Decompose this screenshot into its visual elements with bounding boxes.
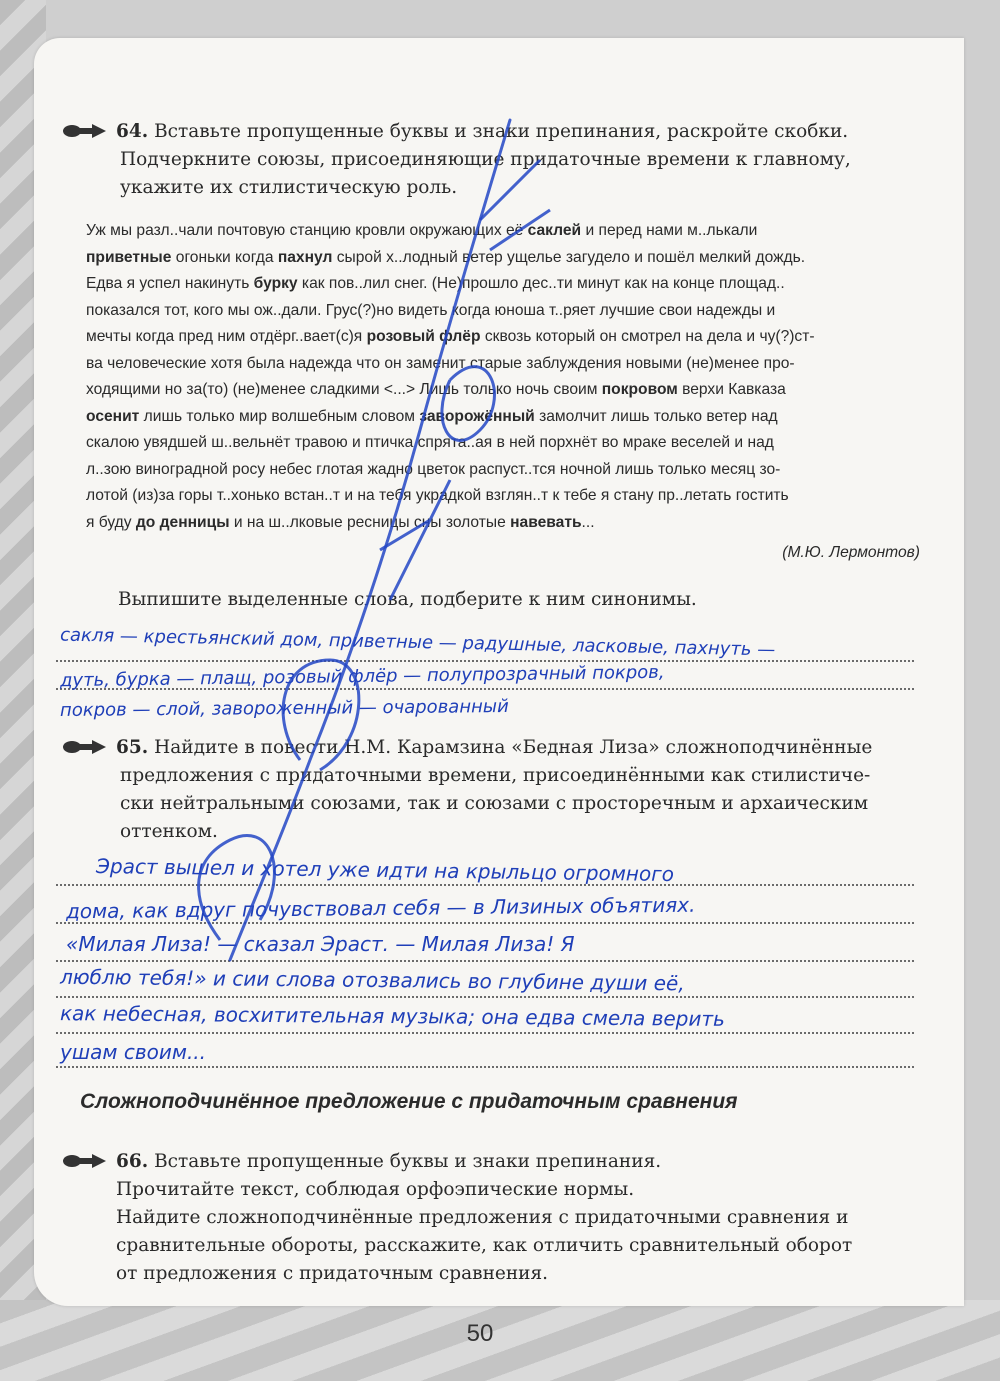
highlighted-word: бурку [253, 275, 298, 292]
text-segment: л..зою виноградной росу небес глотая жадно цветок распуст..тся ночной лишь только месяц зо- [86, 460, 781, 478]
handwritten-answer: сакля — крестьянский дом, приветные — радушные, ласковые, пахнуть — [59, 624, 776, 661]
handwritten-answer: как небесная, восхитительная музыка; она едва смела верить [59, 1001, 725, 1031]
exercise-66-task: 66. Вставьте пропущенные буквы и знаки препинания. [116, 1151, 662, 1172]
text-segment: Уж мы разл..чали почтовую станцию кровли окружающих её [86, 222, 528, 239]
highlighted-word: приветные [86, 248, 172, 266]
pen-nib-icon [62, 1152, 106, 1170]
exercise-65-task-line: оттенком. [120, 821, 218, 842]
handwritten-answer: «Милая Лиза! — сказал Эраст. — Милая Лиза! Я [66, 932, 575, 956]
text-segment: и перед нами м..лькали [581, 222, 758, 239]
exercise-64-task-line: Подчеркните союзы, присоединяющие придаточные времени к главному, [120, 149, 851, 170]
exercise-64-subtask: Выпишите выделенные слова, подберите к ним синонимы. [118, 589, 697, 610]
text-segment: огоньки когда [171, 248, 278, 266]
text-segment: ... [581, 513, 595, 531]
highlighted-word: саклей [527, 222, 582, 239]
text-segment: мечты когда пред ним отдёрг..вает(с)я [86, 328, 367, 345]
handwritten-answer: Эраст вышел и хотел уже идти на крыльцо огромного [95, 853, 675, 887]
exercise-66-task-line: Найдите сложноподчинённые предложения с придаточными сравнения и [116, 1207, 849, 1228]
exercise-64-number: 64. [116, 121, 149, 142]
section-title: Сложноподчинённое предложение с придаточным сравнения [80, 1090, 738, 1113]
highlighted-word: до денницы [135, 513, 230, 531]
ink-scribble-mark [150, 100, 570, 980]
highlighted-word: навевать [510, 513, 582, 531]
handwritten-answer: люблю тебя!» и сии слова отозвались во глубине души её, [59, 964, 685, 996]
highlighted-word: пахнул [277, 248, 333, 266]
text-segment: я буду [86, 513, 136, 531]
text-segment: верхи Кавказа [677, 381, 786, 398]
highlighted-word: покровом [601, 381, 678, 398]
answer-line [56, 996, 914, 998]
text-segment: сквозь который он смотрел на дела и чу(?)ст- [480, 328, 815, 345]
exercise-65-task: 65. Найдите в повести Н.М. Карамзина «Бедная Лиза» сложноподчинённые [116, 737, 873, 758]
text-segment: сырой х..лодный ветер ущелье загудело и пошёл мелкий дождь. [332, 248, 806, 266]
exercise-66-task-line: сравнительные обороты, расскажите, как отличить сравнительный оборот [116, 1235, 853, 1256]
text-segment: и на ш..лковые ресницы сны золотые [229, 513, 511, 531]
text-segment: замолчит лишь только ветер над [534, 407, 778, 425]
exercise-64-task-line: укажите их стилистическую роль. [120, 177, 458, 198]
handwritten-answer: ушам своим... [60, 1040, 207, 1064]
text-segment: ходящими но за(то) (не)менее сладкими <...> Лишь только ночь своим [86, 381, 602, 398]
text-segment: ва человеческие хотя была надежда что он заменит старые заблуждения новыми (не)менее про- [86, 354, 795, 372]
handwritten-answer: дуть, бурка — плащ, розовый флёр — полупрозрачный покров, [59, 661, 665, 692]
exercise-66-number: 66. [116, 1151, 149, 1172]
pen-nib-icon [62, 122, 106, 140]
highlighted-word: розовый флёр [366, 328, 481, 345]
text-segment: лишь только мир волшебным словом [139, 407, 420, 425]
page-number: 50 [466, 1320, 494, 1347]
text-segment: как пов..лил снег. (Не)прошло дес..ти минут как на конце площад.. [297, 275, 785, 292]
exercise-65-number: 65. [116, 737, 149, 758]
answer-line [56, 1032, 914, 1034]
answer-line [56, 1066, 914, 1068]
author-attribution: (М.Ю. Лермонтов) [782, 544, 920, 561]
exercise-64-task: 64. Вставьте пропущенные буквы и знаки препинания, раскройте скобки. [116, 121, 849, 142]
handwritten-answer: дома, как вдруг почувствовал себя — в Лизиных объятиях. [65, 892, 696, 924]
highlighted-word: заворожённый [419, 407, 535, 425]
exercise-66-task-line: Прочитайте текст, соблюдая орфоэпические нормы. [116, 1179, 635, 1200]
exercise-65-task-line: ски нейтральными союзами, так и союзами с просторечным и архаическим [120, 793, 869, 814]
exercise-65-task-line: предложения с придаточными времени, присоединёнными как стилистиче- [120, 765, 871, 786]
exercise-66 [62, 1148, 932, 1288]
text-segment: скалою увядшей ш..вельнёт травою и птичка спрята..ая в ней порхнёт во мраке веселей и над [86, 434, 774, 451]
text-segment: показался тот, кого мы ож..дали. Грус(?)но видеть когда юноша т..ряет лучшие свои надежды и [86, 301, 776, 319]
text-segment: лотой (из)за горы т..хонько встан..т и на тебя украдкой взглян..т к тебе я стану пр..летать гостить [86, 487, 789, 504]
handwritten-answer: покров — слой, завороженный — очарованный [59, 696, 509, 721]
text-segment: Едва я успел накинуть [86, 275, 254, 292]
highlighted-word: осенит [86, 407, 140, 425]
pen-nib-icon [62, 738, 106, 756]
exercise-66-task-line: от предложения с придаточным сравнения. [116, 1263, 549, 1284]
